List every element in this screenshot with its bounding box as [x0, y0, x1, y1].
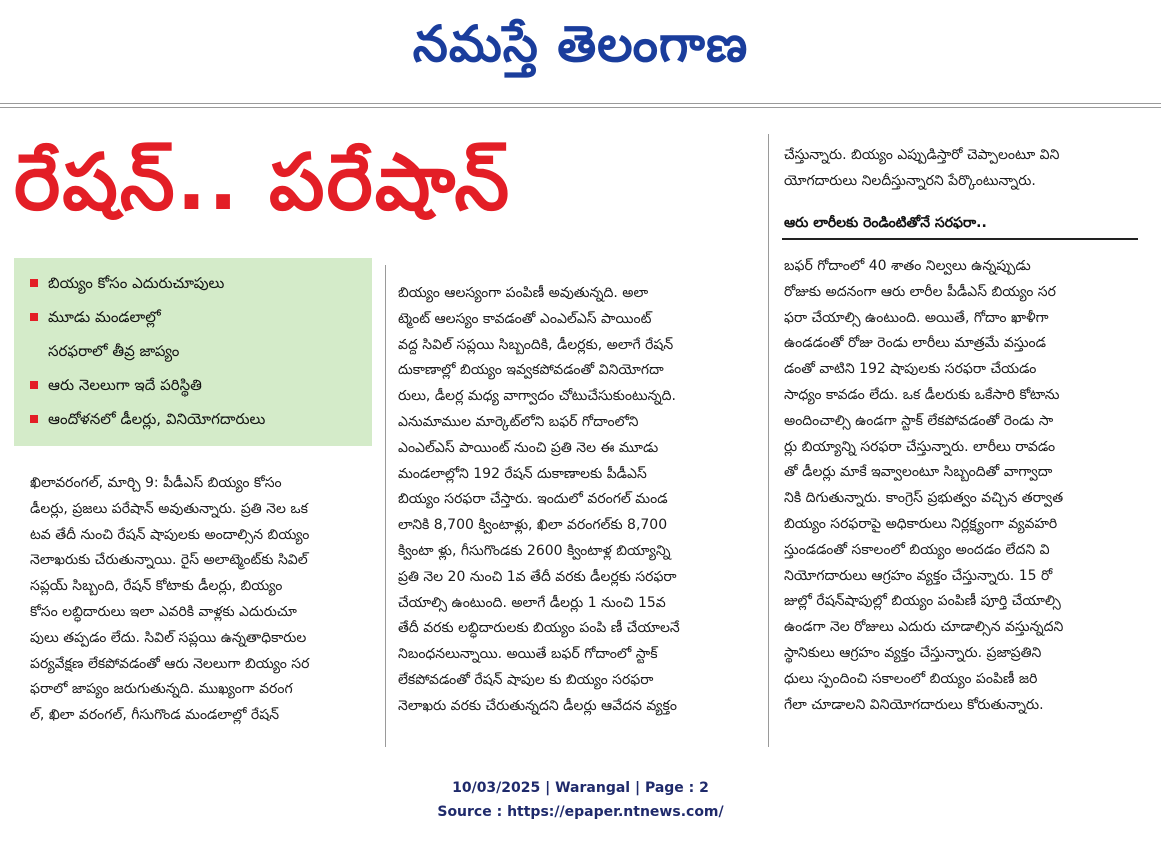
text-line: బియ్యం ఆలస్యంగా పంపిణీ అవుతున్నది. అలా — [398, 285, 649, 301]
text-line: చేయాల్సి ఉంటుంది. అలాగే డీలర్లు 1 నుంచి 15వ — [398, 594, 666, 611]
text-line: మండలాల్లోని 192 రేషన్ దుకాణాలకు పీడీఎస్ — [398, 465, 647, 482]
bullet-icon — [30, 415, 38, 423]
text-line: క్వింటా ళ్లు, గీసుగొండకు 2600 క్వింటాళ్ల బియ్యాన్ని — [398, 542, 671, 559]
text-line: దుకాణాల్లో బియ్యం ఇవ్వకపోవడంతో వినియోగదా — [398, 362, 664, 379]
subheading-rule — [782, 238, 1138, 240]
text-line: నెలాఖరు వరకు చేరుతున్నదని డీలర్లు ఆవేదన వ్యక్తం — [398, 697, 677, 714]
text-line: ర్లు బియ్యాన్ని సరఫరా చేస్తున్నారు. లారీలు రావడం — [784, 438, 1056, 455]
text-line: వద్ద సివిల్ సప్లయి సిబ్బందికి, డీలర్లకు, అలాగే రేషన్ — [398, 336, 674, 353]
text-line: రోజుకు అదనంగా ఆరు లారీల పీడీఎస్ బియ్యం సర — [784, 283, 1056, 300]
article-column-3-top — [784, 143, 1139, 195]
text-line: ధులు స్పందించి సకాలంలో బియ్యం పంపిణీ జరి — [784, 670, 1038, 687]
highlight-text: బియ్యం కోసం ఎదురుచూపులు — [48, 274, 225, 292]
bullet-icon — [30, 279, 38, 287]
bullet-icon — [30, 313, 38, 321]
text-line: సాధ్యం కావడం లేదు. ఒక డీలరుకు ఒకేసారి కోటాను — [784, 386, 1060, 403]
text-line: ఎనుమాముల మార్కెట్‌లోని బఫర్ గోదాంలోని — [398, 413, 639, 430]
highlight-item — [14, 334, 372, 368]
text-line: పర్యవేక్షణ లేకపోవడంతో ఆరు నెలలుగా బియ్యం సర — [30, 655, 310, 672]
text-line: ప్రతి నెల 20 నుంచి 1వ తేదీ వరకు డీలర్లకు సరఫరా — [398, 568, 677, 585]
text-line: సప్లయ్ సిబ్బంది, రేషన్ కోటాకు డీలర్లు, బియ్యం — [30, 578, 283, 595]
text-line: నికి దిగుతున్నారు. కాంగ్రెస్ ప్రభుత్వం వచ్చిన తర్వాత — [784, 490, 1064, 507]
highlights-box — [14, 258, 372, 446]
article-column-1 — [30, 471, 372, 729]
text-line: డీలర్లు, ప్రజలు పరేషాన్ అవుతున్నారు. ప్రతి నెల ఒక — [30, 500, 308, 517]
text-line: నియోగదారులు ఆగ్రహం వ్యక్తం చేస్తున్నారు. 15 రో — [784, 567, 1053, 584]
text-line: అందించాల్సి ఉండగా స్టాక్ లేకపోవడంతో రెండు సా — [784, 412, 1054, 429]
text-line: గేలా చూడాలని వినియోగదారులు కోరుతున్నారు. — [784, 696, 1044, 713]
highlight-item — [14, 300, 372, 334]
text-line: ఖిలావరంగల్, మార్చి 9: పీడీఎస్ బియ్యం కోసం — [30, 475, 282, 491]
text-line: ల్, ఖిలా వరంగల్, గీసుగొండ మండలాల్లో రేషన్ — [30, 707, 280, 724]
text-line: నెలాఖరుకు చేరుతున్నాయి. రైస్ అలాట్మెంట్‌కు సివిల్ — [30, 552, 308, 569]
masthead-rule — [0, 103, 1161, 104]
footer-source: Source : https://epaper.ntnews.com/ — [437, 804, 724, 820]
text-line: స్థానికులు ఆగ్రహం వ్యక్తం చేస్తున్నారు. ప్రజాప్రతిని — [784, 644, 1042, 661]
text-line: జుల్లో రేషన్‌షాపుల్లో బియ్యం పంపిణీ పూర్తి చేయాల్సి — [784, 593, 1061, 610]
text-line: తో డీలర్లు మాకే ఇవ్వాలంటూ సిబ్బందితో వాగ్వాదా — [784, 464, 1053, 481]
text-line: నిబంధనలున్నాయి. అయితే బఫర్ గోదాంలో స్టాక్ — [398, 646, 658, 663]
bullet-icon — [30, 381, 38, 389]
text-line: బియ్యం సరఫరాపై అధికారులు నిర్లక్ష్యంగా వ్యవహరి — [784, 515, 1058, 532]
highlight-item — [14, 266, 372, 300]
text-line: తేదీ వరకు లబ్ధిదారులకు బియ్యం పంపి ణీ చేయాలనే — [398, 620, 680, 637]
text-line: లానికి 8,700 క్వింటాళ్లు, ఖిలా వరంగల్‌కు 8,700 — [398, 517, 668, 534]
text-line: యోగదారులు నిలదీస్తున్నారని పేర్కొంటున్నారు. — [784, 172, 1036, 189]
text-line: ఫరా చేయాల్సి ఉంటుంది. అయితే, గోదాం ఖాళీగా — [784, 309, 1049, 326]
masthead — [0, 0, 1161, 100]
highlight-text: ఆందోళనలో డీలర్లు, వినియోగదారులు — [48, 410, 266, 428]
footer-dateline: 10/03/2025 | Warangal | Page : 2 — [452, 780, 709, 796]
text-line: ఫరాలో జాప్యం జరుగుతున్నది. ముఖ్యంగా వరంగ — [30, 681, 293, 698]
highlight-item — [14, 368, 372, 402]
text-line: టవ తేదీ నుంచి రేషన్ షాపులకు అందాల్సిన బియ్యం — [30, 526, 310, 543]
text-line: లేకపోవడంతో రేషన్ షాపుల కు బియ్యం సరఫరా — [398, 671, 654, 688]
subheading: ఆరు లారీలకు రెండింటితోనే సరఫరా.. — [784, 215, 987, 231]
text-line: పులు తప్పడం లేదు. సివిల్ సప్లయి ఉన్నతాధికారుల — [30, 629, 307, 646]
text-line: స్తుండడంతో సకాలంలో బియ్యం అందడం లేదని వి — [784, 541, 1050, 558]
text-line: బియ్యం సరఫరా చేస్తారు. ఇందులో వరంగల్ మండ — [398, 491, 668, 508]
text-line: చేస్తున్నారు. బియ్యం ఎప్పుడిస్తారో చెప్పాలంటూ విని — [784, 147, 1060, 163]
highlight-text: సరఫరాలో తీవ్ర జాప్యం — [48, 342, 180, 360]
text-line: డంతో వాటిని 192 షాపులకు సరఫరా చేయడం — [784, 361, 1037, 378]
masthead-logo: నమస్తే తెలంగాణ — [412, 15, 749, 73]
text-line: రులు, డీలర్ల మధ్య వాగ్వాదం చోటుచేసుకుంటున్నది. — [398, 388, 676, 405]
column-divider — [768, 134, 769, 747]
text-line: ఉండగా నెల రోజులు ఎదురు చూడాల్సిన వస్తున్నదని — [784, 619, 1064, 636]
article-column-2 — [398, 281, 756, 720]
text-line: కోసం లబ్ధిదారులు ఇలా ఎవరికి వాళ్లకు ఎదురుచూ — [30, 603, 297, 620]
text-line: ట్మెంట్ ఆలస్యం కావడంతో ఎంఎల్ఎస్ పాయింట్ — [398, 310, 652, 327]
highlight-item — [14, 402, 372, 436]
text-line: ఎంఎల్ఎస్ పాయింట్ నుంచి ప్రతి నెల ఈ మూడు — [398, 439, 659, 456]
highlight-text: మూడు మండలాల్లో — [48, 308, 161, 326]
headline: రేషన్.. పరేషాన్ — [14, 138, 512, 228]
masthead-rule-inner — [0, 107, 1161, 108]
article-column-3 — [784, 254, 1139, 718]
text-line: ఉండడంతో రోజు రెండు లారీలు మాత్రమే వస్తుండ — [784, 335, 1047, 352]
highlight-text: ఆరు నెలలుగా ఇదే పరిస్థితి — [48, 376, 202, 394]
column-divider — [385, 265, 386, 747]
text-line: బఫర్ గోదాంలో 40 శాతం నిల్వలు ఉన్నప్పుడు — [784, 258, 1031, 274]
